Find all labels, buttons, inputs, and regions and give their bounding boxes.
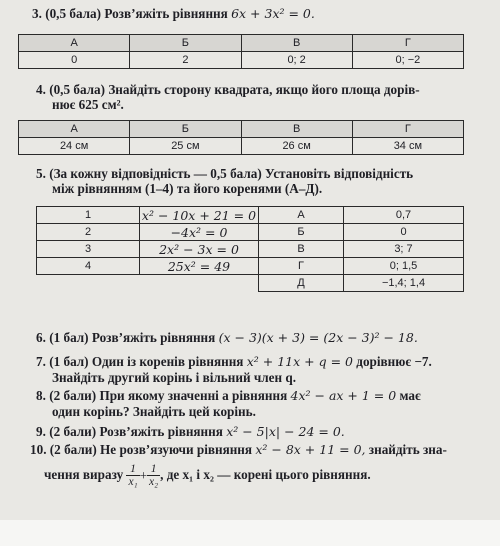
q5-row-number: 3 <box>37 241 140 258</box>
question-3 <box>32 6 315 21</box>
question-10-line-1 <box>30 442 447 457</box>
question-10-end: знайдіть зна- <box>368 442 447 457</box>
question-8-equation: 4x² − ax + 1 = 0 <box>290 388 397 403</box>
q5-row-answer: 0; 1,5 <box>344 258 464 275</box>
q4-option-v: 26 см <box>241 138 352 155</box>
q5-row-answer: 3; 7 <box>344 241 464 258</box>
question-10-start: 10. (2 бали) Не розв’язуючи рівняння <box>30 442 253 457</box>
q5-row <box>37 207 464 224</box>
question-4-line-2: нює 625 см². <box>52 97 124 112</box>
q3-option-b: 2 <box>130 52 241 69</box>
fraction-1-over-x1 <box>126 463 139 488</box>
q4-option-b: 25 см <box>130 138 241 155</box>
q5-row <box>37 258 464 275</box>
question-8-line-2: один корінь? Знайдіть цей корінь. <box>52 404 256 419</box>
question-10-equation: x² − 8x + 11 = 0, <box>255 442 366 457</box>
question-7-line-1 <box>36 354 432 369</box>
q4-option-a: 24 см <box>19 138 130 155</box>
q3-option-g: 0; −2 <box>352 52 463 69</box>
question-3-title: 3. (0,5 бала) Розв’яжіть рівняння <box>32 6 228 21</box>
q4-header-g: Г <box>352 121 463 138</box>
question-5-matching-table <box>36 206 464 292</box>
fraction-1-over-x2 <box>147 463 160 488</box>
q5-row-equation: x² − 10x + 21 = 0 <box>140 207 259 224</box>
q4-header-b: Б <box>130 121 241 138</box>
q5-row <box>37 224 464 241</box>
question-7-line-2: Знайдіть другий корінь і вільний член q. <box>52 370 297 385</box>
q5-row-letter: Г <box>259 258 344 275</box>
fraction-1-denominator: x₁ <box>128 476 138 489</box>
q5-row-letter: В <box>259 241 344 258</box>
question-3-equation: 6x + 3x² = 0. <box>231 6 315 21</box>
q5-row-equation: 25x² = 49 <box>140 258 259 275</box>
fraction-2-denominator: x₂ <box>149 476 159 489</box>
q5-row-number <box>37 275 140 292</box>
q5-row-answer: −1,4; 1,4 <box>344 275 464 292</box>
q5-row <box>37 275 464 292</box>
q5-row-letter: А <box>259 207 344 224</box>
plus-sign: + <box>139 467 148 483</box>
question-10-end-line-2: , де x₁ і x₂ — корені цього рівняння. <box>160 467 371 482</box>
question-4-line-1: 4. (0,5 бала) Знайдіть сторону квадрата, якщо його площа дорів- <box>36 82 420 97</box>
q5-row-equation <box>140 275 259 292</box>
q3-header-a: А <box>19 35 130 52</box>
question-10-expression-label: чення виразу <box>44 467 124 482</box>
q5-row-answer: 0 <box>344 224 464 241</box>
question-9 <box>36 424 345 439</box>
question-6 <box>36 330 418 345</box>
q3-header-g: Г <box>352 35 463 52</box>
fraction-2-numerator: 1 <box>147 463 160 476</box>
question-6-equation: (x − 3)(x + 3) = (2x − 3)² − 18. <box>218 330 418 345</box>
q3-header-b: Б <box>130 35 241 52</box>
question-8-start: 8. (2 бали) При якому значенні a рівняння <box>36 388 288 403</box>
fraction-1-numerator: 1 <box>126 463 139 476</box>
question-6-title: 6. (1 бал) Розв’яжіть рівняння <box>36 330 216 345</box>
question-10-line-2 <box>44 462 371 489</box>
bottom-margin <box>0 520 500 546</box>
question-7-equation: x² + 11x + q = 0 <box>246 354 353 369</box>
q5-row-letter: Д <box>259 275 344 292</box>
question-4-answer-table <box>18 120 464 155</box>
q5-row-number: 4 <box>37 258 140 275</box>
question-9-equation: x² − 5|x| − 24 = 0. <box>226 424 345 439</box>
question-7-start: 7. (1 бал) Один із коренів рівняння <box>36 354 244 369</box>
q5-row <box>37 241 464 258</box>
question-9-title: 9. (2 бали) Розв’яжіть рівняння <box>36 424 223 439</box>
q5-row-equation: 2x² − 3x = 0 <box>140 241 259 258</box>
q4-header-a: А <box>19 121 130 138</box>
q5-row-letter: Б <box>259 224 344 241</box>
q5-row-answer: 0,7 <box>344 207 464 224</box>
q3-header-v: В <box>241 35 352 52</box>
question-8-end: має <box>399 388 421 403</box>
question-7-end: дорівнює −7. <box>356 354 432 369</box>
question-8-line-1 <box>36 388 421 403</box>
q5-row-equation: −4x² = 0 <box>140 224 259 241</box>
question-5-line-1: 5. (За кожну відповідність — 0,5 бала) Установіть відповідність <box>36 166 414 181</box>
question-5-line-2: між рівнянням (1–4) та його коренями (А–Д). <box>52 181 323 196</box>
question-3-answer-table <box>18 34 464 69</box>
q3-option-a: 0 <box>19 52 130 69</box>
q4-option-g: 34 см <box>352 138 463 155</box>
q5-row-number: 2 <box>37 224 140 241</box>
q4-header-v: В <box>241 121 352 138</box>
q5-row-number: 1 <box>37 207 140 224</box>
q3-option-v: 0; 2 <box>241 52 352 69</box>
